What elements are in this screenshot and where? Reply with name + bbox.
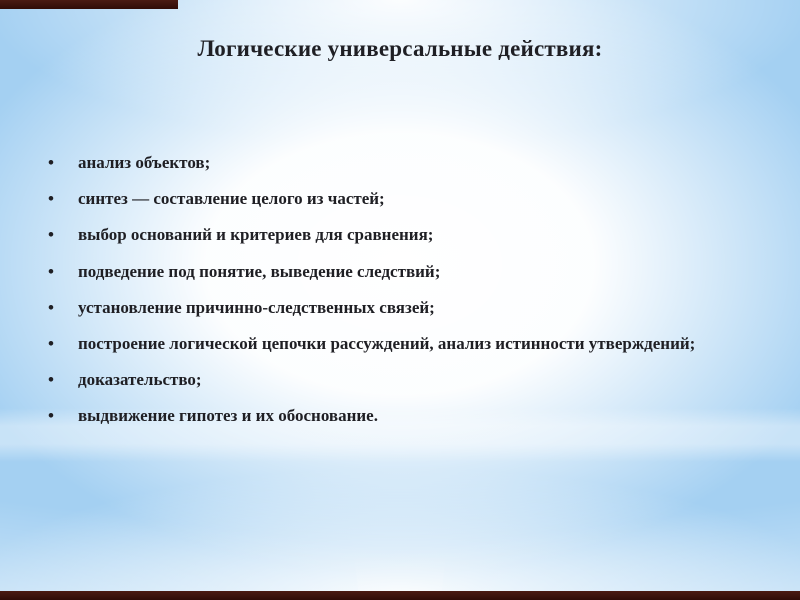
bullet-list: [0, 145, 800, 435]
bullet-marker: •: [48, 153, 54, 172]
list-item: [48, 326, 792, 362]
list-item: [48, 398, 792, 434]
top-edge-bar: [0, 0, 178, 9]
list-item: [48, 290, 792, 326]
bullet-text: доказательство;: [78, 370, 202, 390]
list-item: [48, 254, 792, 290]
bullet-marker: •: [48, 261, 54, 281]
bullet-marker: •: [48, 297, 54, 317]
bullet-marker: •: [48, 189, 54, 209]
bullet-text: синтез — составление целого из частей;: [78, 189, 385, 209]
list-item: [48, 181, 792, 217]
bullet-text: построение логической цепочки рассуждений, анализ истинности утверждений;: [78, 333, 696, 353]
list-item: [48, 145, 792, 181]
bullet-text: установление причинно-следственных связей;: [78, 297, 435, 317]
bullet-marker: •: [48, 333, 54, 353]
bottom-edge-bar: [0, 591, 800, 600]
list-item: [48, 362, 792, 398]
bullet-text: анализ объектов;: [78, 153, 211, 172]
slide-title: Логические универсальные действия:: [197, 36, 603, 61]
list-item: [48, 217, 792, 253]
bullet-text: подведение под понятие, выведение следствий;: [78, 261, 441, 281]
bullet-text: выбор оснований и критериев для сравнения;: [78, 225, 434, 245]
bullet-marker: •: [48, 370, 54, 390]
bullet-marker: •: [48, 225, 54, 245]
bullet-marker: •: [48, 406, 54, 426]
bullet-text: выдвижение гипотез и их обоснование.: [78, 406, 378, 426]
